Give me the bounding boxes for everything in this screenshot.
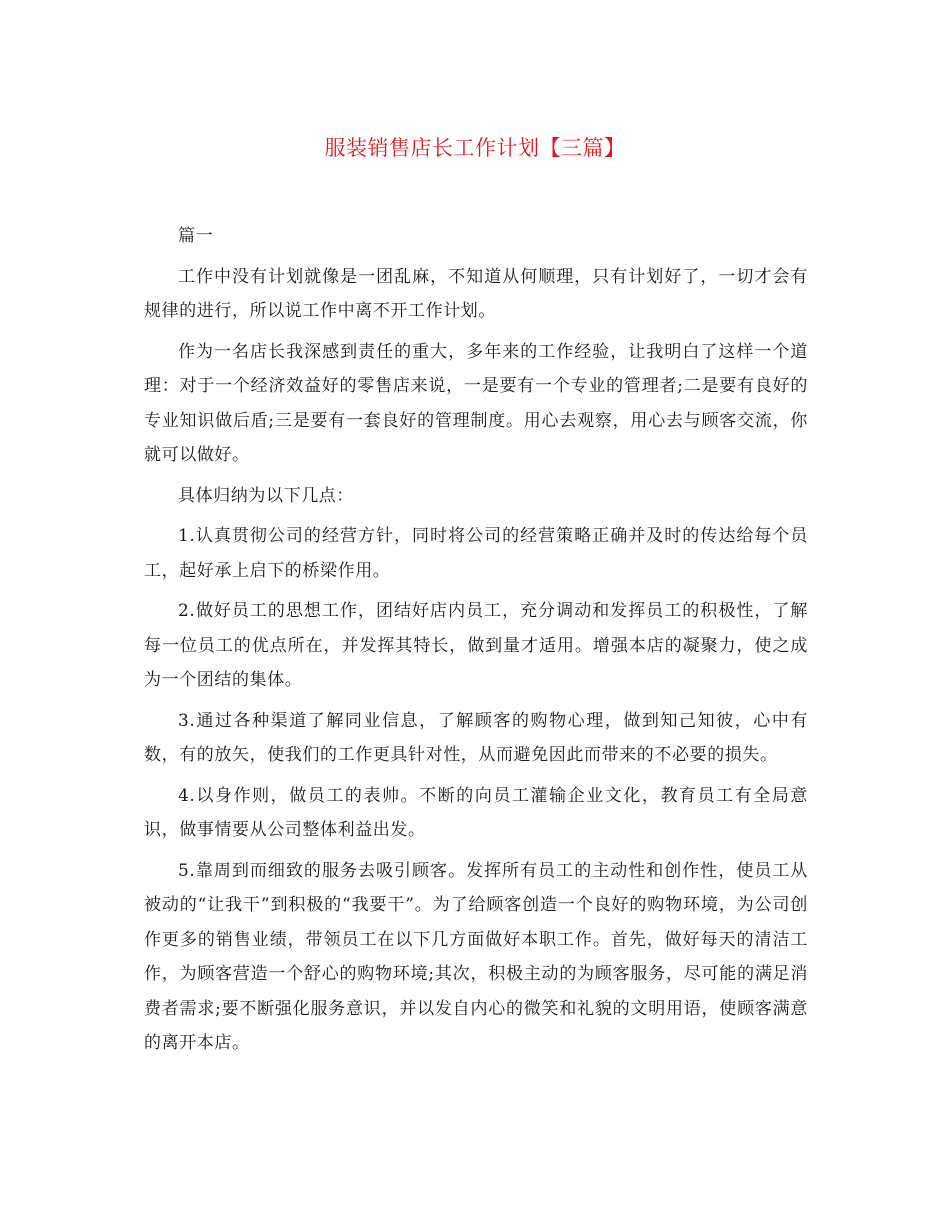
list-item: 1.认真贯彻公司的经营方针，同时将公司的经营策略正确并及时的传达给每个员工，起好承上启下的桥梁作用。 xyxy=(144,526,808,581)
list-item: 5.靠周到而细致的服务去吸引顾客。发挥所有员工的主动性和创作性，使员工从被动的“让我干”到积极的“我要干”。为了给顾客创造一个良好的购物环境，为公司创作更多的销售业绩，带领员工在以下几方面做好本职工作。首先，做好每天的清洁工作，为顾客营造一个舒心的购物环境;其次，积极主动的为顾客服务，尽可能的满足消费者需求;要不断强化服务意识，并以发自内心的微笑和礼貌的文明用语，使顾客满意的离开本店。 xyxy=(144,860,808,1053)
document-title: 服装销售店长工作计划【三篇】 xyxy=(324,136,626,160)
paragraph: 工作中没有计划就像是一团乱麻，不知道从何顺理，只有计划好了，一切才会有规律的进行，所以说工作中离不开工作计划。 xyxy=(144,266,808,321)
section-heading: 篇一 xyxy=(178,226,214,246)
paragraph: 作为一名店长我深感到责任的重大，多年来的工作经验，让我明白了这样一个道理：对于一个经济效益好的零售店来说，一是要有一个专业的管理者;二是要有良好的专业知识做后盾;三是要有一套良好的管理制度。用心去观察，用心去与顾客交流，你就可以做好。 xyxy=(144,341,808,465)
document-body xyxy=(144,219,808,1067)
list-item: 3.通过各种渠道了解同业信息，了解顾客的购物心理，做到知己知彼，心中有数，有的放矢，使我们的工作更具针对性，从而避免因此而带来的不必要的损失。 xyxy=(144,710,808,765)
list-item: 4.以身作则，做员工的表帅。不断的向员工灌输企业文化，教育员工有全局意识，做事情要从公司整体利益出发。 xyxy=(144,785,808,840)
paragraph: 具体归纳为以下几点： xyxy=(178,485,354,506)
list-item: 2.做好员工的思想工作，团结好店内员工，充分调动和发挥员工的积极性，了解每一位员工的优点所在，并发挥其特长，做到量才适用。增强本店的凝聚力，使之成为一个团结的集体。 xyxy=(144,601,808,690)
